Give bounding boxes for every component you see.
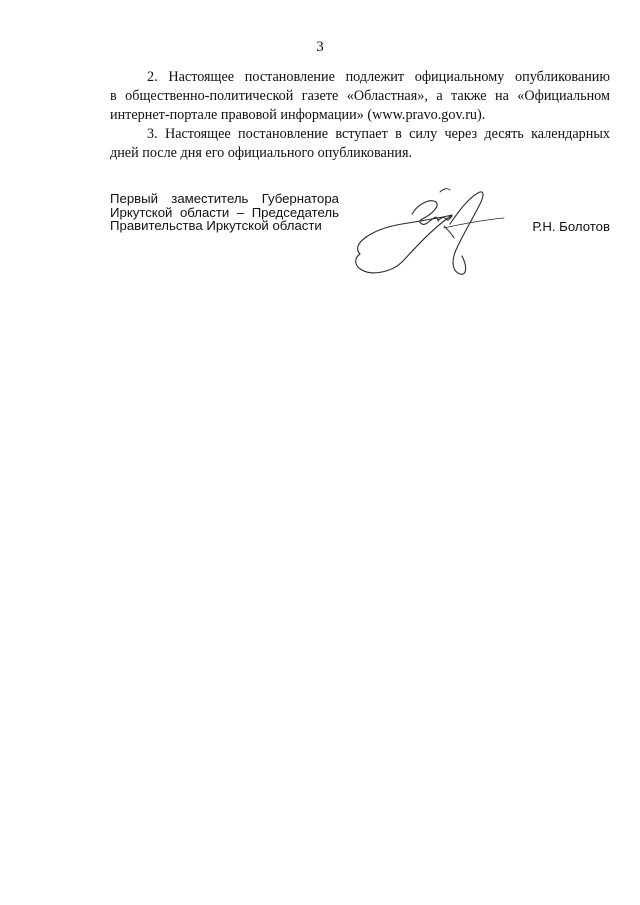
position-line: Правительства Иркутской области bbox=[110, 218, 322, 233]
paragraph-line: интернет-портале правовой информации» (www.pravo.gov.ru). bbox=[110, 107, 486, 123]
paragraph-publication bbox=[110, 68, 610, 125]
paragraph-line: в общественно-политической газете «Областная», а также на «Официальном bbox=[110, 88, 610, 104]
page-number: 3 bbox=[316, 39, 324, 55]
document-body bbox=[110, 68, 610, 163]
signatory-position bbox=[110, 192, 339, 233]
position-line: Иркутской области – Председатель bbox=[110, 204, 339, 220]
signatory-name: Р.Н. Болотов bbox=[532, 219, 610, 234]
paragraph-line: 2. Настоящее постановление подлежит официальному опубликованию bbox=[147, 69, 610, 85]
paragraph-line: дней после дня его официального опубликования. bbox=[110, 145, 413, 161]
paragraph-line: 3. Настоящее постановление вступает в силу через десять календарных bbox=[147, 126, 610, 142]
handwritten-signature bbox=[332, 184, 512, 284]
paragraph-entry-into-force bbox=[110, 125, 610, 163]
signature-block bbox=[110, 192, 610, 292]
position-line: Первый заместитель Губернатора bbox=[110, 191, 339, 206]
